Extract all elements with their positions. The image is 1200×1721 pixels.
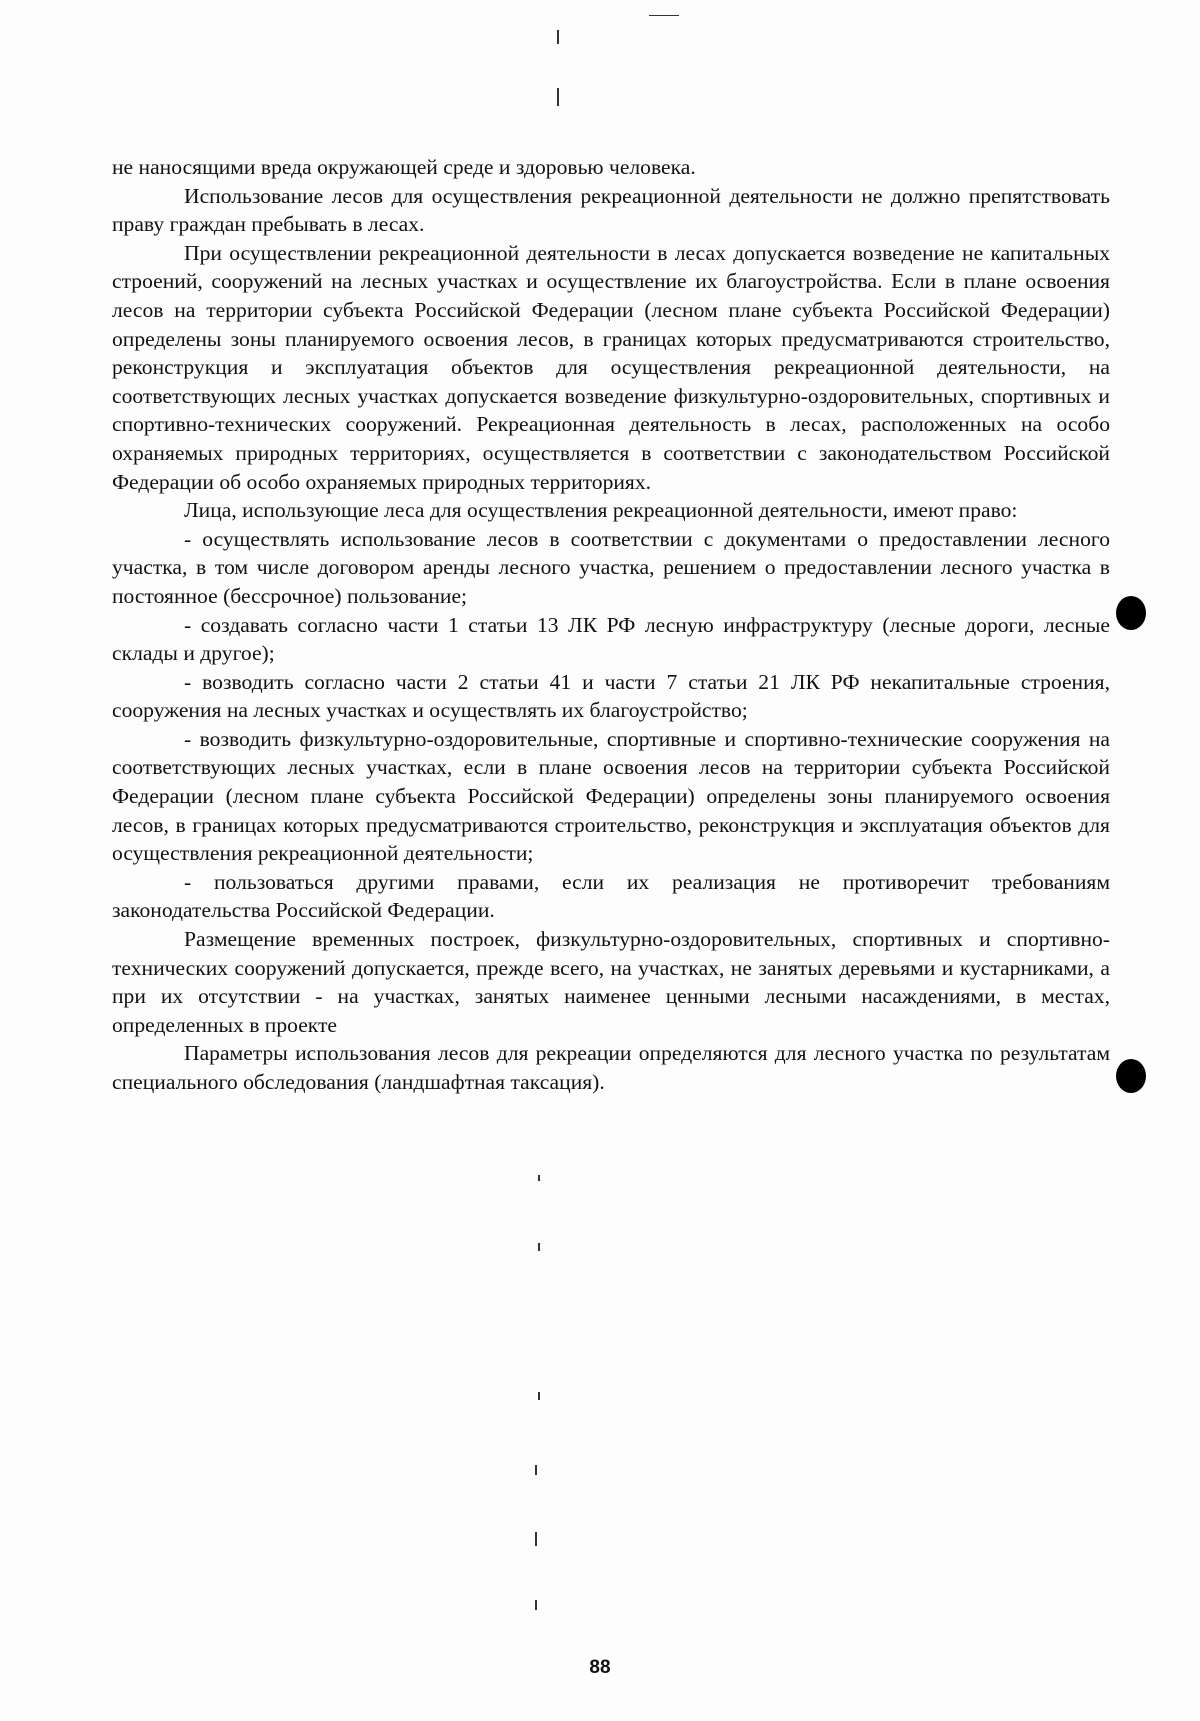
scan-speck: [538, 1175, 540, 1181]
list-item: - возводить согласно части 2 статьи 41 и части 7 статьи 21 ЛК РФ некапитальные строения, сооружения на лесных участках и осуществлять их благоустройство;: [112, 669, 1110, 723]
page-number: 88: [589, 1657, 611, 1678]
paragraph: Параметры использования лесов для рекреации определяются для лесного участка по результатам специального обследования (ландшафтная таксация).: [112, 1041, 1110, 1094]
scan-speck: [538, 1392, 540, 1400]
scan-speck: [535, 1600, 537, 1610]
punch-hole-mark: [1116, 1059, 1146, 1093]
scan-speck: [557, 30, 559, 44]
document-body: [112, 153, 1110, 1097]
paragraph: При осуществлении рекреационной деятельности в лесах допускается возведение не капитальных строений, сооружений на лесных участках и осуществление их благоустройства. Если в плане освоения лесов на территории субъекта Российской Федерации (лесном плане субъекта Российской Федерации) определены зоны планируемого освоения лесов, в границах которых предусматриваются строительство, реконструкция и эксплуатация объектов для осуществления рекреационной деятельности, на соответствующих лесных участках допускается возведение физкультурно-оздоровительных, спортивных и спортивно-технических сооружений. Рекреационная деятельность в лесах, расположенных на особо охраняемых природных территориях, осуществляется в соответствии с законодательством Российской Федерации об особо охраняемых природных территориях.: [112, 240, 1110, 494]
paragraph: Использование лесов для осуществления рекреационной деятельности не должно препятствовать праву граждан пребывать в лесах.: [112, 183, 1110, 237]
list-item: - пользоваться другими правами, если их реализация не противоречит требованиям законодательства Российской Федерации.: [112, 869, 1110, 923]
list-item: - создавать согласно части 1 статьи 13 ЛК РФ лесную инфраструктуру (лесные дороги, лесные склады и другое);: [112, 612, 1110, 666]
scan-speck: [535, 1532, 537, 1546]
scan-speck: [649, 15, 679, 16]
scan-speck: [557, 88, 559, 106]
paragraph: Размещение временных построек, физкультурно-оздоровительных, спортивных и спортивно-технических сооружений допускается, прежде всего, на участках, не занятых деревьями и кустарниками, а при их отсутствии - на участках, занятых наименее ценными лесными насаждениями, в местах, определенных в проекте: [112, 927, 1110, 1037]
list-item: - возводить физкультурно-оздоровительные, спортивные и спортивно-технические сооружения на соответствующих лесных участках, если в плане освоения лесов на территории субъекта Российской Федерации (лесном плане субъекта Российской Федерации) определены зоны планируемого освоения лесов, в границах которых предусматриваются строительство, реконструкция и эксплуатация объектов для осуществления рекреационной деятельности;: [112, 726, 1110, 866]
list-item: - осуществлять использование лесов в соответствии с документами о предоставлении лесного участка, в том числе договором аренды лесного участка, решением о предоставлении лесного участка в постоянное (бессрочное) пользование;: [112, 526, 1110, 608]
scan-speck: [538, 1243, 540, 1251]
paragraph: Лица, использующие леса для осуществления рекреационной деятельности, имеют право:: [184, 498, 1018, 523]
punch-hole-mark: [1116, 596, 1146, 630]
paragraph-continuation: не наносящими вреда окружающей среде и здоровью человека.: [112, 155, 696, 179]
scan-speck: [535, 1465, 537, 1475]
